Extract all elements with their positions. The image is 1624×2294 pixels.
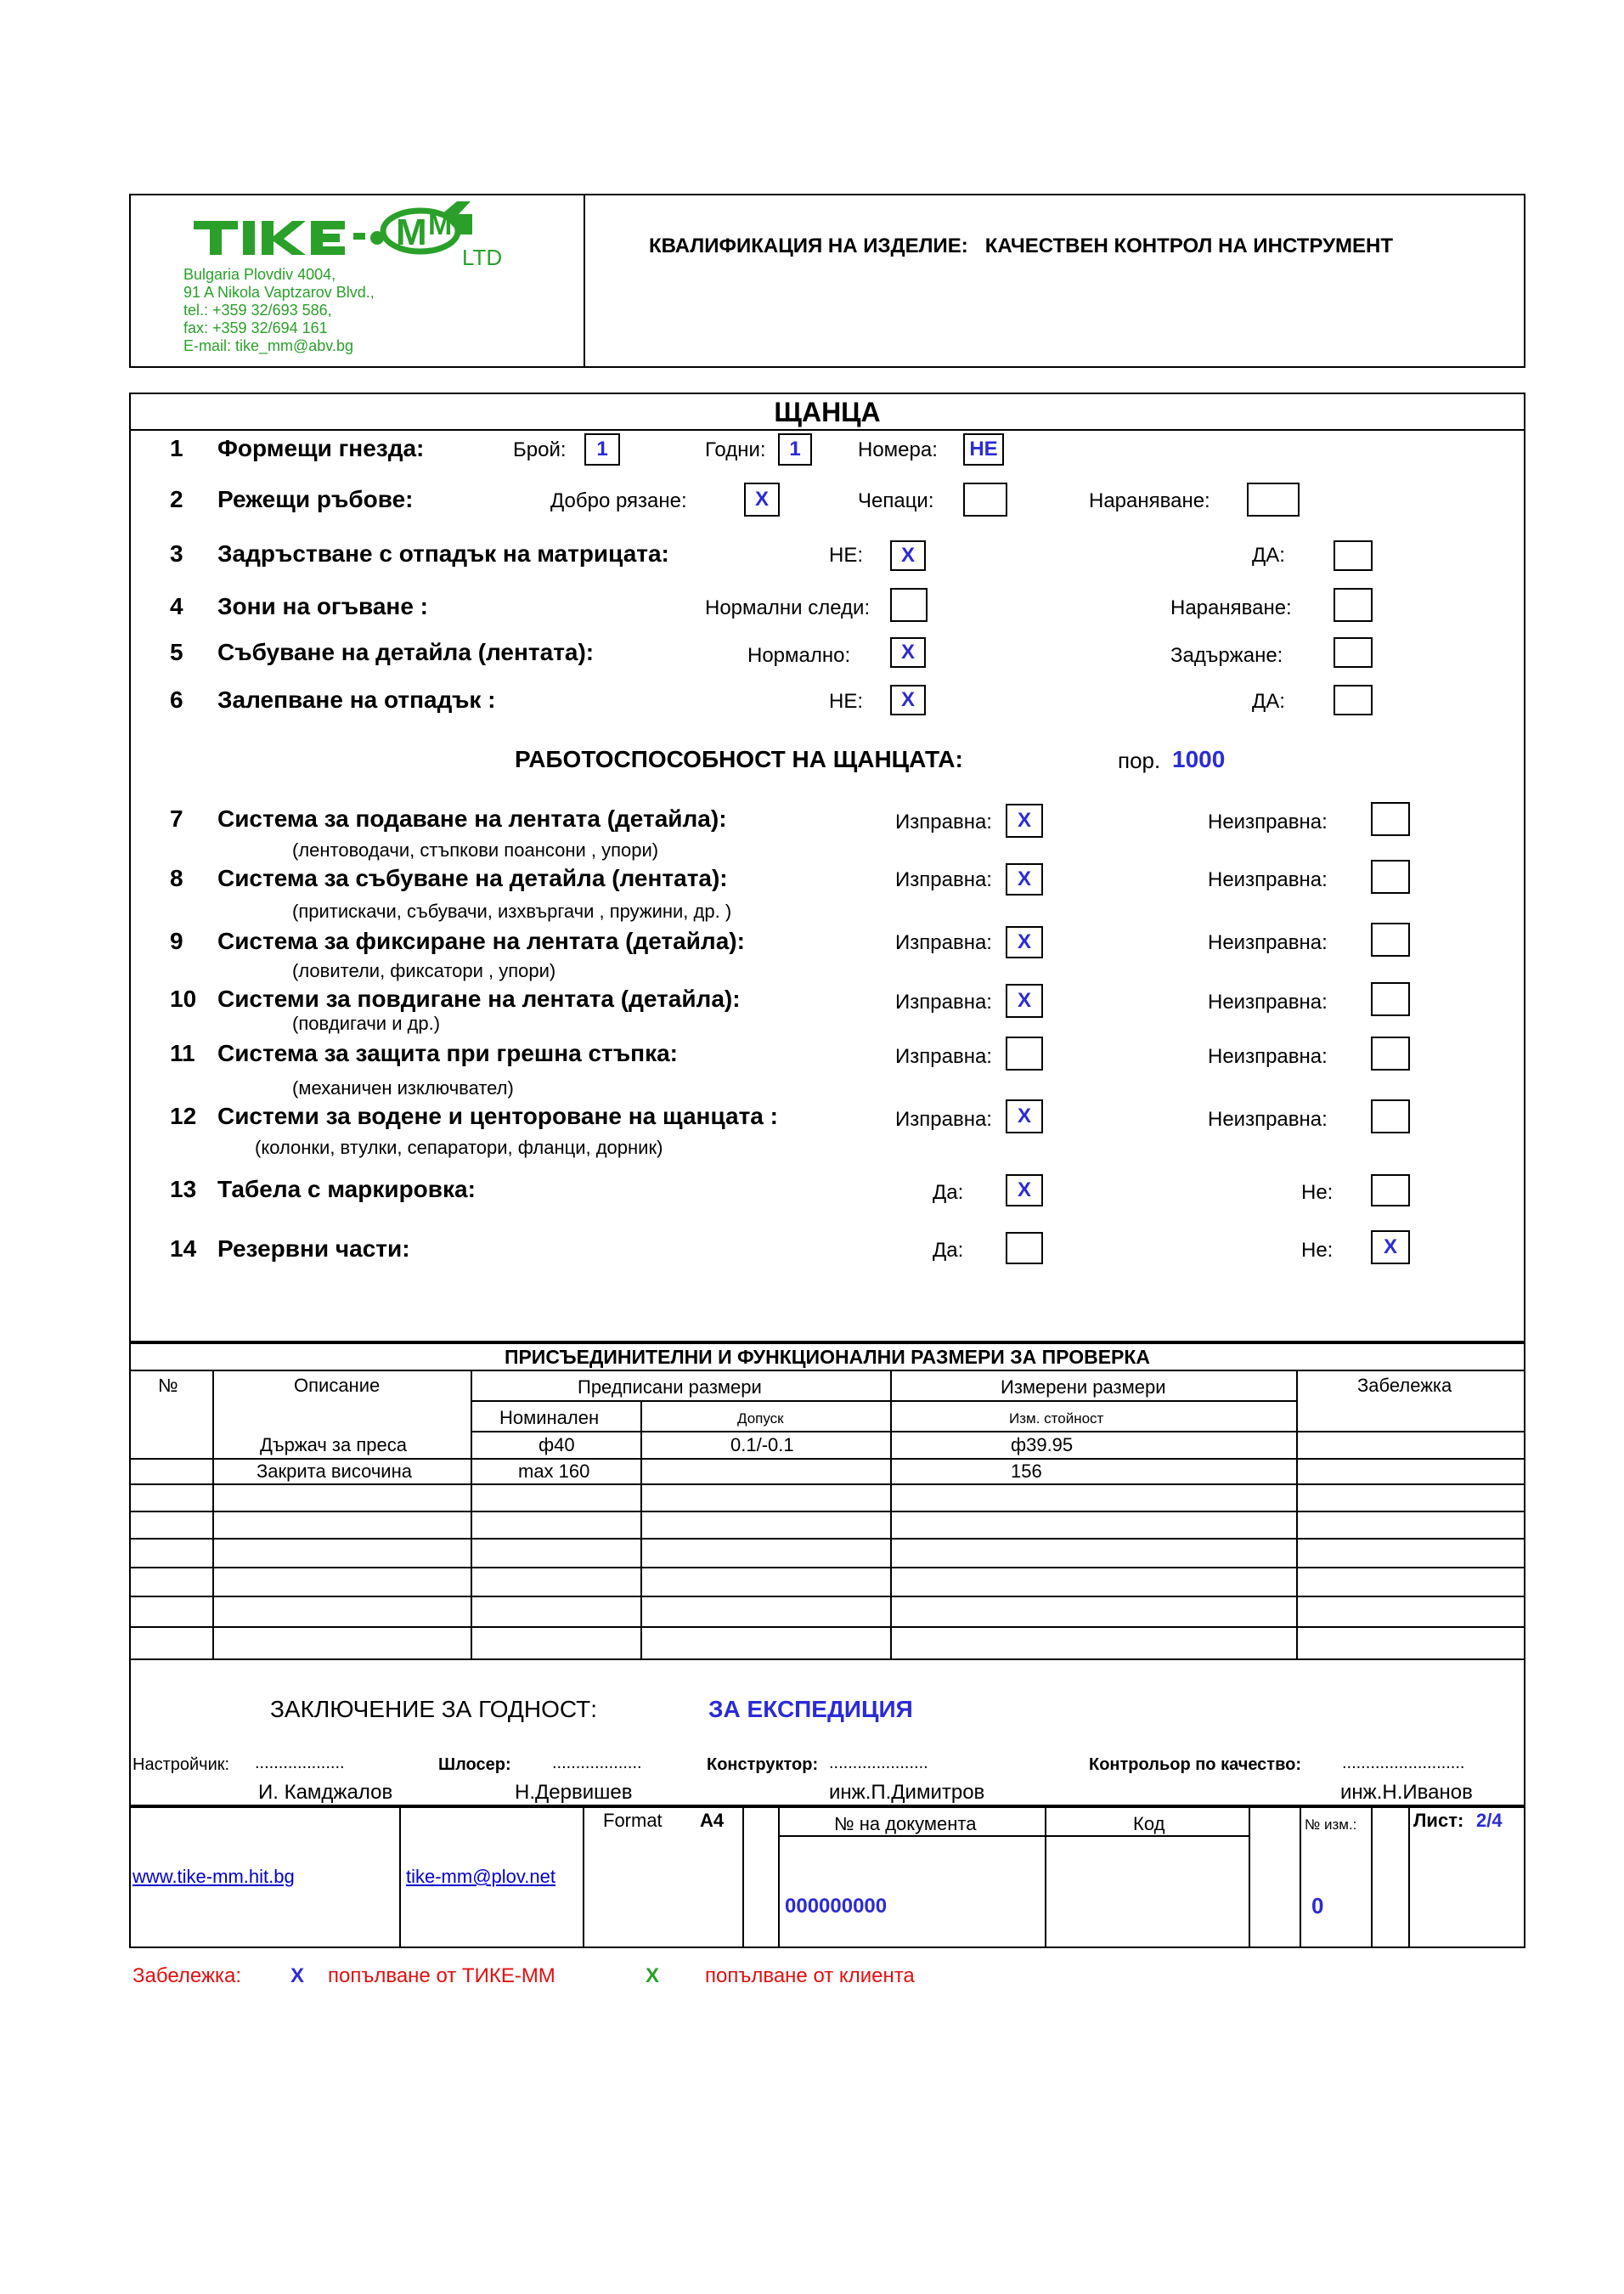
legend-mark-green: X: [646, 1964, 660, 1987]
row-label: Формещи гнезда:: [217, 435, 425, 461]
row-label: Системи за водене и центороване на щанцата :: [217, 1103, 778, 1129]
col-header-measured-value: Изм. стойност: [1009, 1410, 1104, 1427]
ok-label: Изправна:: [895, 811, 992, 833]
checkbox-normal-marks[interactable]: [890, 588, 928, 622]
format-label: Format: [603, 1810, 663, 1831]
checkbox-ok[interactable]: X: [1006, 863, 1043, 896]
signature-dots: ...................: [255, 1754, 345, 1772]
code-label: Код: [1133, 1813, 1165, 1834]
checkbox-bad[interactable]: [1371, 982, 1410, 1016]
row-number: 5: [170, 639, 183, 665]
checkbox-holding[interactable]: [1334, 637, 1373, 668]
option-label: Нормално:: [747, 644, 851, 667]
row-number: 14: [170, 1235, 197, 1262]
row-number: 2: [170, 486, 183, 512]
revision-label: № изм.:: [1305, 1817, 1357, 1833]
numbers-label: Номера:: [858, 438, 938, 461]
por-label: пор.: [1118, 748, 1161, 773]
signature-role: Контрольор по качество:: [1089, 1755, 1302, 1774]
row-number: 13: [170, 1176, 197, 1202]
checkbox-normal[interactable]: X: [890, 637, 926, 668]
col-header-desc: Описание: [294, 1375, 381, 1396]
checkbox-yes[interactable]: X: [1006, 1174, 1043, 1206]
checkbox-ok[interactable]: X: [1006, 984, 1043, 1018]
checkbox-damage[interactable]: [1334, 588, 1373, 622]
count-field[interactable]: 1: [584, 433, 620, 466]
sheet-label: Лист:: [1413, 1810, 1464, 1831]
row-sublabel: (лентоводачи, стъпкови поансони , упори): [292, 839, 659, 861]
ok-label: Изправна:: [895, 868, 992, 891]
bad-label: Неизправна:: [1208, 1108, 1328, 1131]
cell-measured: ф39.95: [1011, 1434, 1074, 1455]
svg-text:M: M: [428, 209, 453, 241]
col-header-nominal: Номинален: [499, 1407, 600, 1428]
good-label: Годни:: [705, 438, 766, 461]
ok-label: Изправна:: [895, 1108, 992, 1131]
bad-label: Неизправна:: [1208, 811, 1328, 833]
row-number: 11: [170, 1040, 195, 1066]
row-number: 12: [170, 1103, 197, 1129]
website-link[interactable]: www.tike-mm.hit.bg: [133, 1866, 295, 1887]
cell-measured: 156: [1011, 1461, 1042, 1482]
yes-label: Да:: [933, 1181, 964, 1204]
checkbox-yes[interactable]: [1334, 685, 1373, 715]
row-number: 6: [170, 687, 183, 713]
checkbox-no[interactable]: X: [1371, 1230, 1410, 1264]
dims-title: ПРИСЪЕДИНИТЕЛНИ И ФУНКЦИОНАЛНИ РАЗМЕРИ ЗА ПРОВЕРКА: [504, 1346, 1151, 1368]
row-label: Зони на огъване :: [217, 593, 428, 619]
sheet-value: 2/4: [1476, 1810, 1503, 1831]
checkbox-damage[interactable]: [1247, 483, 1300, 517]
row-label: Системи за повдигане на лентата (детайла):: [217, 986, 741, 1012]
numbers-field[interactable]: НЕ: [963, 433, 1004, 466]
cell-desc: Закрита височина: [257, 1461, 412, 1482]
option-label: Нараняване:: [1170, 596, 1292, 619]
option-label: ДА:: [1252, 544, 1285, 567]
ok-label: Изправна:: [895, 1045, 992, 1068]
email-link[interactable]: tike-mm@plov.net: [406, 1866, 555, 1887]
work-title: РАБОТОСПОСОБНОСТ НА ЩАНЦАТА:: [515, 746, 963, 772]
col-header-note: Забележка: [1357, 1375, 1452, 1396]
legend-text-green: попълване от клиента: [705, 1964, 915, 1987]
legend-text-blue: попълване от ТИКЕ-ММ: [328, 1964, 555, 1987]
option-label: Добро рязане:: [550, 489, 687, 512]
row-label: Режещи ръбове:: [217, 486, 414, 512]
signature-dots: ..........................: [1342, 1754, 1465, 1772]
bad-label: Неизправна:: [1208, 931, 1328, 954]
option-label: Чепаци:: [858, 489, 934, 512]
cell-desc: Държач за преса: [260, 1434, 407, 1455]
signature-role: Конструктор:: [707, 1755, 819, 1774]
checkbox-bad[interactable]: [1371, 1037, 1410, 1071]
signature-dots: .....................: [829, 1754, 928, 1772]
row-label: Система за фиксиране на лентата (детайла):: [217, 928, 745, 954]
por-value: 1000: [1172, 746, 1226, 772]
no-label: Не:: [1301, 1239, 1334, 1262]
signature-name: И. Камджалов: [258, 1781, 393, 1804]
signature-role: Шлосер:: [438, 1755, 511, 1774]
ok-label: Изправна:: [895, 991, 992, 1014]
bad-label: Неизправна:: [1208, 991, 1328, 1014]
row-number: 1: [170, 435, 183, 461]
option-label: НЕ:: [829, 544, 864, 567]
row-number: 9: [170, 928, 183, 954]
cell-tolerance: 0.1/-0.1: [730, 1434, 794, 1455]
revision-value: 0: [1311, 1893, 1324, 1918]
col-header-no: №: [158, 1375, 178, 1396]
signature-dots: ...................: [552, 1754, 642, 1772]
checkbox-bad[interactable]: [1371, 802, 1410, 836]
doc-number-value: 000000000: [785, 1895, 888, 1918]
row-label: Система за защита при грешна стъпка:: [217, 1040, 679, 1066]
row-number: 8: [170, 865, 183, 891]
cell-nominal: max 160: [518, 1461, 590, 1482]
checkbox-no[interactable]: [1371, 1174, 1410, 1206]
checkbox-burrs[interactable]: [963, 483, 1007, 517]
row-label: Резервни части:: [217, 1235, 410, 1262]
bad-label: Неизправна:: [1208, 1045, 1328, 1068]
row-label: Залепване на отпадък :: [217, 687, 496, 713]
legend-label: Забележка:: [133, 1964, 242, 1987]
row-number: 10: [170, 986, 197, 1012]
row-sublabel: (механичен изключвател): [292, 1077, 514, 1099]
signature-name: Н.Дервишев: [515, 1781, 633, 1804]
checkbox-ok[interactable]: X: [1006, 926, 1043, 958]
checkbox-bad[interactable]: [1371, 1099, 1410, 1133]
checkbox-no[interactable]: X: [890, 540, 926, 571]
col-header-tolerance: Допуск: [737, 1410, 784, 1427]
conclusion-value: ЗА ЕКСПЕДИЦИЯ: [708, 1696, 913, 1722]
row-number: 3: [170, 540, 183, 567]
count-label: Брой:: [513, 438, 567, 461]
good-field[interactable]: 1: [778, 433, 812, 466]
signature-name: инж.Н.Иванов: [1340, 1781, 1473, 1804]
checkbox-ok[interactable]: X: [1006, 1099, 1043, 1133]
row-sublabel: (притискачи, събувачи, изхвъргачи , пружини, др. ): [292, 901, 732, 922]
company-address: Bulgaria Plovdiv 4004, 91 A Nikola Vaptzarov Blvd., tel.: +359 32/693 586, fax: +359 32/694 161 E-mail: tike_mm@abv.bg: [183, 266, 375, 354]
checkbox-ok[interactable]: [1006, 1037, 1043, 1071]
no-label: Не:: [1301, 1181, 1334, 1204]
col-header-prescribed: Предписани размери: [578, 1376, 762, 1398]
checkbox-bad[interactable]: [1371, 860, 1410, 894]
row-label: Система за подаване на лентата (детайла):: [217, 805, 727, 832]
format-value: A4: [700, 1810, 725, 1831]
option-label: НЕ:: [829, 690, 864, 713]
signature-role: Настройчик:: [133, 1755, 230, 1774]
svg-text:M: M: [396, 212, 427, 253]
option-label: Нормални следи:: [705, 596, 871, 619]
checkbox-ok[interactable]: X: [1006, 804, 1043, 838]
checkbox-good-cut[interactable]: X: [744, 483, 780, 517]
checkbox-yes[interactable]: [1006, 1232, 1043, 1264]
cell-nominal: ф40: [539, 1434, 575, 1455]
row-sublabel: (колонки, втулки, сепаратори, фланци, дорник): [255, 1137, 663, 1158]
option-label: ДА:: [1252, 690, 1285, 713]
signature-name: инж.П.Димитров: [829, 1781, 985, 1804]
checkbox-yes[interactable]: [1334, 540, 1373, 571]
row-sublabel: (ловители, фиксатори , упори): [292, 960, 556, 981]
row-label: Събуване на детайла (лентата):: [217, 639, 595, 665]
doc-number-label: № на документа: [834, 1813, 977, 1834]
checkbox-bad[interactable]: [1371, 923, 1410, 957]
option-label: Задържане:: [1170, 644, 1283, 667]
conclusion-label: ЗАКЛЮЧЕНИЕ ЗА ГОДНОСТ:: [270, 1696, 598, 1722]
row-label: Табела с маркировка:: [217, 1176, 476, 1202]
col-header-measured: Измерени размери: [1001, 1376, 1166, 1398]
checkbox-no[interactable]: X: [890, 685, 926, 715]
bad-label: Неизправна:: [1208, 868, 1328, 891]
yes-label: Да:: [933, 1239, 964, 1262]
document-title: КВАЛИФИКАЦИЯ НА ИЗДЕЛИЕ: КАЧЕСТВЕН КОНТРОЛ НА ИНСТРУМЕНТ: [649, 234, 1393, 257]
legend-mark-blue: X: [290, 1964, 305, 1987]
row-label: Задръстване с отпадък на матрицата:: [217, 540, 669, 567]
ok-label: Изправна:: [895, 931, 992, 954]
row-sublabel: (повдигачи и др.): [292, 1013, 441, 1034]
row-number: 4: [170, 593, 183, 619]
company-logo: [187, 197, 510, 274]
svg-text:LTD: LTD: [462, 245, 503, 270]
option-label: Нараняване:: [1089, 489, 1210, 512]
row-number: 7: [170, 805, 183, 832]
section-title: ЩАНЦА: [774, 397, 881, 427]
row-label: Система за събуване на детайла (лентата):: [217, 865, 728, 891]
